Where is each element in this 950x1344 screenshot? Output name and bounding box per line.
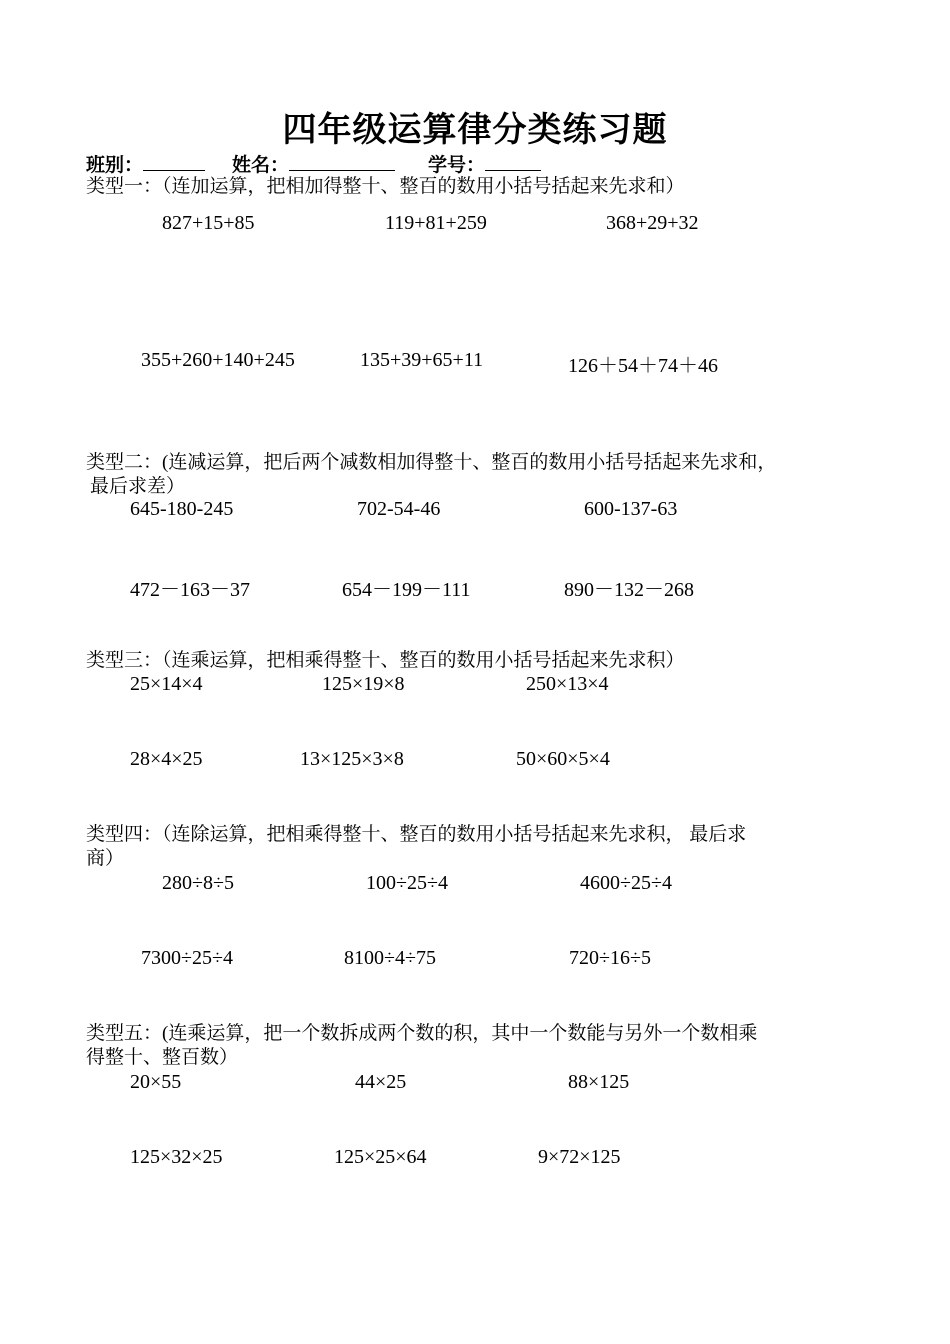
expression: 702-54-46 [357, 498, 441, 520]
section-3-description: 类型三：（连乘运算，把相乘得整十、整百的数用小括号括起来先求积） [86, 650, 685, 671]
name-label: 姓名： [232, 154, 290, 176]
expression: 9×72×125 [538, 1146, 621, 1168]
class-label: 班别： [86, 154, 144, 176]
expression: 368+29+32 [606, 212, 699, 234]
expression: 4600÷25÷4 [580, 872, 672, 894]
expression: 7300÷25÷4 [141, 947, 233, 969]
section-4-description-cont: 商） [86, 848, 125, 869]
class-field [86, 150, 205, 177]
student-id-blank[interactable] [485, 152, 541, 171]
expression: 100÷25÷4 [366, 872, 448, 894]
expression: 28×4×25 [130, 748, 203, 770]
expression: 472－163－37 [130, 579, 250, 601]
expression: 355+260+140+245 [141, 349, 295, 371]
expression: 654－199－111 [342, 579, 471, 601]
section-2-description-cont: 最后求差） [90, 476, 186, 497]
expression: 20×55 [130, 1071, 182, 1093]
name-blank[interactable] [289, 152, 395, 171]
expression: 890－132－268 [564, 579, 694, 601]
section-4-description: 类型四：（连除运算，把相乘得整十、整百的数用小括号括起来先求积， 最后求 [86, 824, 747, 845]
expression: 125×19×8 [322, 673, 405, 695]
name-field [232, 150, 395, 177]
section-1-description: 类型一：（连加运算，把相加得整十、整百的数用小括号括起来先求和） [86, 176, 685, 197]
expression: 125×25×64 [334, 1146, 427, 1168]
student-id-label: 学号： [428, 154, 486, 176]
section-5-description-cont: 得整十、整百数） [86, 1047, 239, 1068]
expression: 88×125 [568, 1071, 630, 1093]
expression: 125×32×25 [130, 1146, 223, 1168]
page-title: 四年级运算律分类练习题 [282, 110, 668, 150]
expression: 25×14×4 [130, 673, 203, 695]
expression: 827+15+85 [162, 212, 255, 234]
expression: 50×60×5×4 [516, 748, 610, 770]
expression: 280÷8÷5 [162, 872, 234, 894]
expression: 600-137-63 [584, 498, 678, 520]
expression: 119+81+259 [385, 212, 487, 234]
section-2-description: 类型二：(连减运算，把后两个减数相加得整十、整百的数用小括号括起来先求和， [86, 452, 777, 473]
student-id-field [428, 150, 541, 177]
expression: 720÷16÷5 [569, 947, 651, 969]
expression: 645-180-245 [130, 498, 234, 520]
expression: 8100÷4÷75 [344, 947, 436, 969]
class-blank[interactable] [143, 152, 205, 171]
expression: 44×25 [355, 1071, 407, 1093]
expression: 126＋54＋74＋46 [568, 355, 718, 377]
section-5-description: 类型五：(连乘运算，把一个数拆成两个数的积，其中一个数能与另外一个数相乘 [86, 1023, 758, 1044]
expression: 13×125×3×8 [300, 748, 404, 770]
expression: 250×13×4 [526, 673, 609, 695]
expression: 135+39+65+11 [360, 349, 484, 371]
